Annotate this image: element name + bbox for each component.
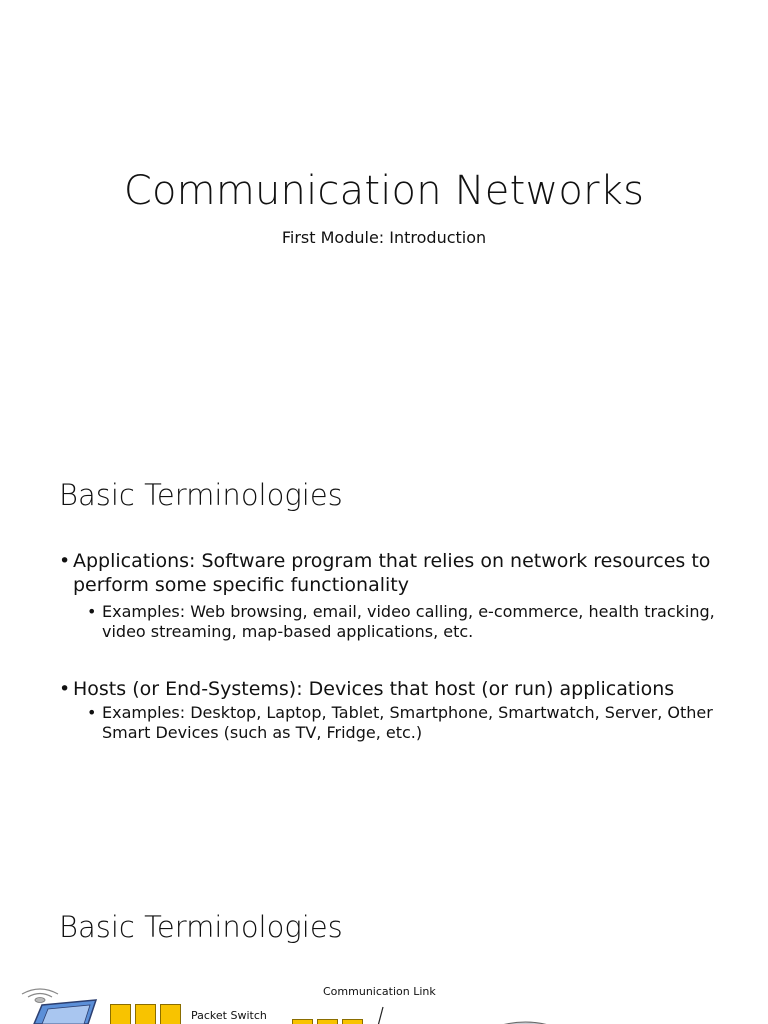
bullet-hosts: • Hosts (or End-Systems): Devices that host (or run) applications xyxy=(59,677,719,701)
packet-queue-icon xyxy=(292,1019,313,1024)
communication-link-label: Communication Link xyxy=(323,985,436,998)
wireless-laptop-icon xyxy=(22,989,96,1024)
packet-queue-icon xyxy=(342,1019,363,1024)
packet-queue-icon xyxy=(135,1004,156,1024)
bullet-group-applications xyxy=(59,549,719,642)
sub-bullet-applications-examples: • Examples: Web browsing, email, video calling, e-commerce, health tracking, video streaming, map-based applications, etc. xyxy=(59,602,719,642)
bullet-group-hosts xyxy=(59,677,719,743)
packet-queue-icon xyxy=(110,1004,131,1024)
network-diagram xyxy=(0,864,768,1024)
packet-switch-label: Packet Switch xyxy=(191,1009,267,1022)
slide-heading: Basic Terminologies xyxy=(59,478,343,512)
diagram-slide xyxy=(0,864,768,1024)
presentation-subtitle: First Module: Introduction xyxy=(281,228,487,247)
terminology-slide xyxy=(0,432,768,864)
packet-queue-icon xyxy=(317,1019,338,1024)
link-line-icon xyxy=(378,1007,383,1024)
sub-bullet-hosts-examples: • Examples: Desktop, Laptop, Tablet, Smartphone, Smartwatch, Server, Other Smart Devices (such as TV, Fridge, etc.) xyxy=(59,703,719,743)
presentation-title: Communication Networks xyxy=(123,168,645,214)
slide-heading: Basic Terminologies xyxy=(59,910,343,944)
title-slide xyxy=(0,0,768,432)
packet-queue-icon xyxy=(160,1004,181,1024)
bullet-applications: • Applications: Software program that relies on network resources to perform some specific functionality xyxy=(59,549,719,597)
